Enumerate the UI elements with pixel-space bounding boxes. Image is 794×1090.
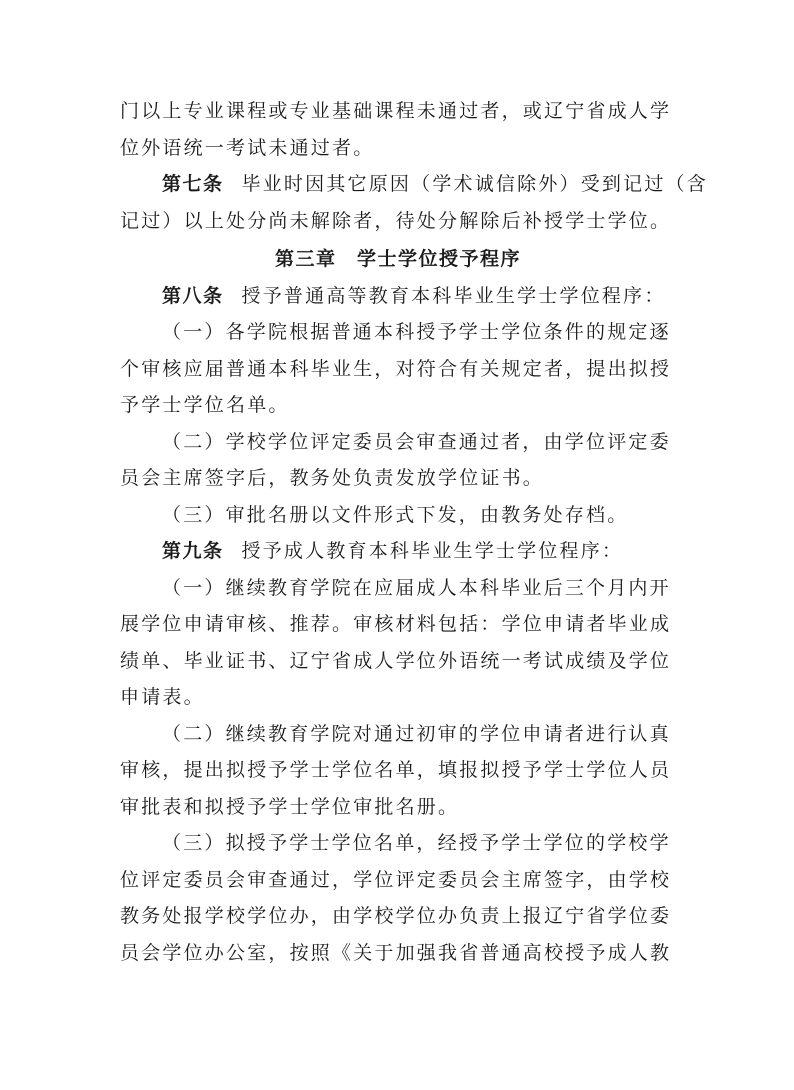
paragraph-line: （三）拟授予学士学位名单，经授予学士学位的学校学	[162, 832, 671, 854]
paragraph-line: 审批表和拟授予学士学位审批名册。	[120, 795, 460, 818]
paragraph-line: 申请表。	[120, 686, 205, 708]
article-7-line	[120, 166, 708, 203]
paragraph-line: （一）继续教育学院在应届成人本科毕业后三个月内开	[162, 576, 671, 599]
paragraph-line: （一）各学院根据普通本科授予学士学位条件的规定逐	[162, 321, 671, 343]
paragraph-line: 门以上专业课程或专业基础课程未通过者，或辽宁省成人学	[120, 100, 672, 122]
paragraph-line: 绩单、毕业证书、辽宁省成人学位外语统一考试成绩及学位	[120, 649, 672, 672]
article-8-line	[120, 278, 676, 315]
paragraph-line: 员会学位办公室，按照《关于加强我省普通高校授予成人教	[120, 941, 672, 964]
article-7-text: 毕业时因其它原因（学术诚信除外）受到记过（含	[241, 173, 708, 195]
paragraph-line: （三）审批名册以文件形式下发，由教务处存档。	[162, 503, 629, 526]
article-9-text: 授予成人教育本科毕业生学士学位程序：	[241, 540, 624, 562]
chapter-heading: 第三章 学士学位授予程序	[274, 248, 521, 270]
article-8-label: 第八条	[162, 284, 224, 307]
paragraph-line: 教务处报学校学位办，由学校学位办负责上报辽宁省学位委	[120, 905, 672, 927]
paragraph-line: 员会主席签字后，教务处负责发放学位证书。	[120, 467, 545, 489]
article-9-label: 第九条	[162, 540, 224, 562]
article-8-text: 授予普通高等教育本科毕业生学士学位程序：	[241, 284, 666, 307]
paragraph-line: （二）继续教育学院对通过初审的学位申请者进行认真	[162, 722, 671, 745]
paragraph-line: 记过）以上处分尚未解除者，待处分解除后补授学士学位。	[120, 209, 672, 232]
article-7-label: 第七条	[162, 173, 224, 195]
paragraph-line: 个审核应届普通本科毕业生，对符合有关规定者，提出拟授	[120, 357, 672, 380]
paragraph-line: 展学位申请审核、推荐。审核材料包括：学位申请者毕业成	[120, 613, 672, 635]
paragraph-line: 位评定委员会审查通过，学位评定委员会主席签字，由学校	[120, 868, 672, 891]
paragraph-line: 位外语统一考试未通过者。	[120, 136, 375, 159]
article-9-line	[120, 533, 676, 570]
paragraph-line: （二）学校学位评定委员会审查通过者，由学位评定委	[162, 430, 671, 453]
paragraph-line: 予学士学位名单。	[120, 394, 290, 416]
paragraph-line: 审核，提出拟授予学士学位名单，填报拟授予学士学位人员	[120, 759, 672, 781]
document-body	[120, 93, 708, 971]
